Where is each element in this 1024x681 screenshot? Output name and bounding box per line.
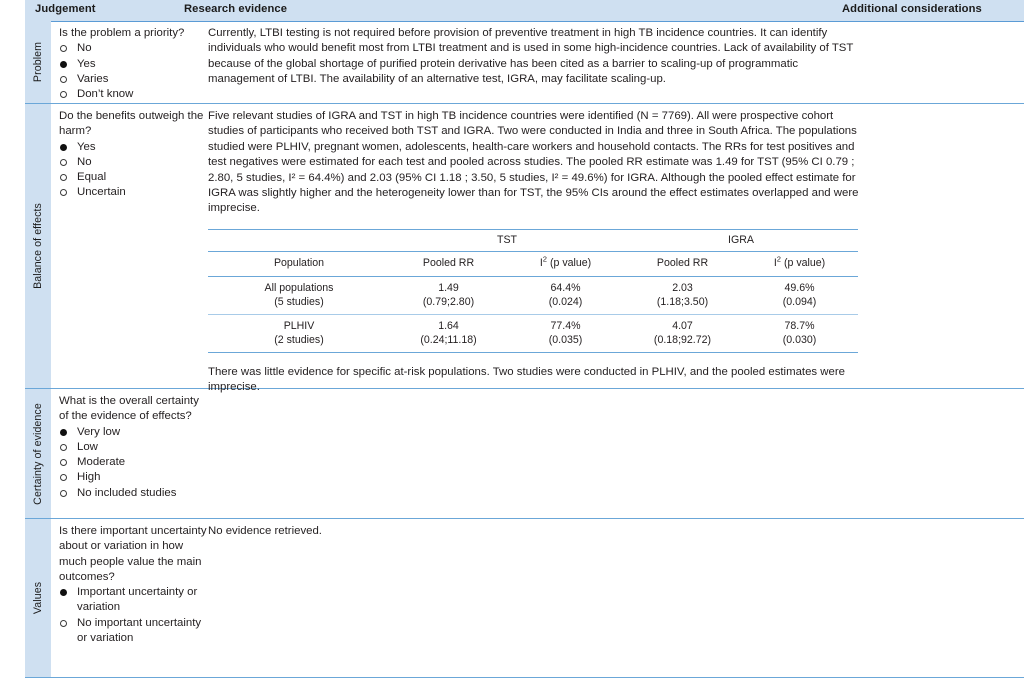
evidence-paragraph: No evidence retrieved. — [208, 525, 322, 537]
option-values-no-important-uncertainty[interactable] — [59, 616, 207, 647]
cell-value: 77.4% — [550, 319, 581, 332]
radio-unselected-icon[interactable] — [60, 474, 67, 481]
col-header-tst-pooled-rr: Pooled RR — [390, 252, 507, 276]
option-label: Yes — [77, 140, 96, 153]
cell-tst-i2 — [507, 314, 624, 352]
cell-population-name: All populations — [264, 281, 334, 294]
cell-value: 49.6% — [784, 281, 815, 294]
cell-population-studies: (5 studies) — [274, 295, 324, 308]
section-values — [25, 519, 1024, 678]
group-header-tst: TST — [390, 229, 624, 251]
option-label: Important uncertainty or variation — [77, 586, 198, 614]
group-header-igra: IGRA — [624, 229, 858, 251]
judgement-question-certainty: What is the overall certainty of the evidence of effects? — [59, 395, 199, 423]
section-label-values — [25, 519, 51, 677]
section-problem — [25, 21, 1024, 104]
judgement-question-values: Is there important uncertainty about or variation in how much people value the main outcomes? — [59, 525, 207, 583]
cell-tst-rr — [390, 314, 507, 352]
judgement-column-balance — [59, 109, 207, 201]
option-problem-dont-know[interactable] — [59, 87, 207, 102]
cell-value: 64.4% — [550, 281, 581, 294]
cell-value: 1.49 — [438, 281, 459, 294]
research-evidence-values — [208, 524, 863, 539]
section-label-balance-text: Balance of effects — [32, 203, 44, 289]
column-header-additional-considerations: Additional considerations — [842, 3, 982, 15]
radio-selected-icon[interactable] — [60, 429, 67, 436]
section-label-certainty-text: Certainty of evidence — [32, 402, 44, 505]
option-balance-equal[interactable] — [59, 170, 207, 185]
option-label: Low — [77, 440, 98, 453]
col-header-igra-i2: $I^2$ (p value) — [741, 252, 858, 276]
section-label-problem — [25, 21, 51, 103]
radio-unselected-icon[interactable] — [60, 91, 67, 98]
radio-unselected-icon[interactable] — [60, 45, 67, 52]
option-problem-yes[interactable] — [59, 57, 207, 72]
table-group-header-row — [208, 229, 858, 251]
judgement-column-certainty — [59, 394, 207, 501]
judgement-options-values — [59, 585, 207, 646]
cell-pvalue: (0.030) — [782, 333, 817, 346]
cell-tst-rr — [390, 276, 507, 314]
option-label: No — [77, 42, 92, 55]
section-balance-of-effects — [25, 104, 1024, 394]
radio-unselected-icon[interactable] — [60, 459, 67, 466]
evidence-paragraph: Currently, LTBI testing is not required before provision of preventive treatment in high TB incidence countries. It can identify individuals who would benefit most from LTBI treatment and is used in some high-incidence countries. Lack of availability of TST because of the global shortage of purified protein derivative has been cited as a barrier to scaling-up of programmatic management of LTBI. The availability of an alternative test, IGRA, may facilitate scaling-up. — [208, 27, 854, 86]
radio-unselected-icon[interactable] — [60, 76, 67, 83]
radio-selected-icon[interactable] — [60, 61, 67, 68]
research-evidence-problem — [208, 26, 863, 88]
section-label-certainty-of-evidence — [25, 389, 51, 518]
cell-igra-rr — [624, 314, 741, 352]
section-label-values-text: Values — [32, 581, 44, 615]
judgement-question-balance: Do the benefits outweigh the harm? — [59, 110, 204, 138]
radio-selected-icon[interactable] — [60, 589, 67, 596]
judgement-column-problem — [59, 26, 207, 102]
cell-igra-i2 — [741, 314, 858, 352]
cell-population-name: PLHIV — [283, 319, 315, 332]
option-problem-varies[interactable] — [59, 72, 207, 87]
cell-pvalue: (0.094) — [782, 295, 817, 308]
section-label-balance-of-effects — [25, 104, 51, 388]
table-row — [208, 314, 858, 352]
option-label: Equal — [77, 171, 107, 184]
pooled-rr-table — [208, 229, 858, 353]
option-label: Very low — [77, 425, 121, 438]
option-label: Uncertain — [77, 186, 126, 199]
option-label: High — [77, 471, 101, 484]
cell-ci: (0.24;11.18) — [420, 333, 477, 346]
option-values-important-uncertainty[interactable] — [59, 585, 207, 616]
option-label: No included studies — [77, 486, 177, 499]
cell-population — [208, 276, 390, 314]
column-header-research-evidence: Research evidence — [184, 3, 288, 15]
judgement-options-certainty — [59, 425, 207, 501]
option-certainty-moderate[interactable] — [59, 455, 207, 470]
option-certainty-low[interactable] — [59, 440, 207, 455]
table-column-header-row — [208, 252, 858, 276]
option-label: Don’t know — [77, 88, 134, 101]
cell-population — [208, 314, 390, 352]
option-balance-no[interactable] — [59, 155, 207, 170]
option-label: No — [77, 155, 92, 168]
col-header-igra-pooled-rr: Pooled RR — [624, 252, 741, 276]
radio-unselected-icon[interactable] — [60, 620, 67, 627]
option-label: No important uncertainty or variation — [77, 616, 202, 645]
radio-unselected-icon[interactable] — [60, 490, 67, 497]
cell-ci: (1.18;3.50) — [656, 295, 709, 308]
cell-population-studies: (2 studies) — [274, 333, 324, 346]
radio-unselected-icon[interactable] — [60, 174, 67, 181]
col-header-population: Population — [208, 252, 390, 276]
cell-value: 1.64 — [438, 319, 459, 332]
group-header-blank — [208, 229, 390, 251]
cell-tst-i2 — [507, 276, 624, 314]
option-problem-no[interactable] — [59, 41, 207, 56]
cell-value: 78.7% — [784, 319, 815, 332]
radio-unselected-icon[interactable] — [60, 444, 67, 451]
judgement-question-problem: Is the problem a priority? — [59, 27, 185, 39]
option-label: Varies — [77, 72, 109, 85]
option-balance-yes[interactable] — [59, 140, 207, 155]
option-label: Moderate — [77, 456, 126, 469]
judgement-options-problem — [59, 41, 207, 102]
cell-ci: (0.79;2.80) — [422, 295, 475, 308]
option-balance-uncertain[interactable] — [59, 185, 207, 200]
evidence-to-decision-table — [25, 0, 1024, 678]
cell-value: 2.03 — [672, 281, 693, 294]
section-label-problem-text: Problem — [32, 41, 44, 83]
radio-unselected-icon[interactable] — [60, 189, 67, 196]
cell-value: 4.07 — [672, 319, 693, 332]
radio-selected-icon[interactable] — [60, 144, 67, 151]
col-header-tst-i2: $I^2$ (p value) — [507, 252, 624, 276]
evidence-paragraph-after-table: There was little evidence for specific at-risk populations. Two studies were conducted in PLHIV, and the pooled estimates were imprecise. — [208, 365, 845, 394]
option-label: Yes — [77, 57, 96, 70]
table-header-row — [25, 0, 1024, 22]
evidence-paragraph-before-table: Five relevant studies of IGRA and TST in high TB incidence countries were identified (N = 7769). All were prospective cohort studies of participants who received both TST and IGRA. Two were conducted in India and three in South Africa. The populations studied were PLHIV, pregnant women, adolescents, health-care workers and household contacts. The RRs for test positives and test negatives were estimated for each test and pooled across studies. The pooled RR estimate was 1.49 for TST (95% CI 0.79 ; 2.80, 5 studies, I² = 64.4%) and 2.03 (95% CI 1.18 ; 3.50, 5 studies, I² = 49.6%) for IGRA. Although the pooled effect estimate for IGRA was slightly higher and the heterogeneity lower than for TST, the 95% CIs around the effect estimates overlapped and were imprecise. — [208, 110, 859, 215]
cell-ci: (0.18;92.72) — [653, 333, 712, 346]
option-certainty-very-low[interactable] — [59, 425, 207, 440]
cell-igra-rr — [624, 276, 741, 314]
pooled-rr-table-wrap — [208, 229, 858, 353]
cell-pvalue: (0.024) — [548, 295, 583, 308]
cell-pvalue: (0.035) — [548, 333, 583, 346]
radio-unselected-icon[interactable] — [60, 159, 67, 166]
option-certainty-no-included-studies[interactable] — [59, 486, 207, 501]
column-header-judgement: Judgement — [35, 3, 96, 15]
judgement-options-balance — [59, 140, 207, 201]
table-row — [208, 276, 858, 314]
cell-igra-i2 — [741, 276, 858, 314]
option-certainty-high[interactable] — [59, 470, 207, 485]
judgement-column-values — [59, 524, 207, 646]
research-evidence-balance — [208, 109, 863, 395]
section-certainty-of-evidence — [25, 389, 1024, 519]
